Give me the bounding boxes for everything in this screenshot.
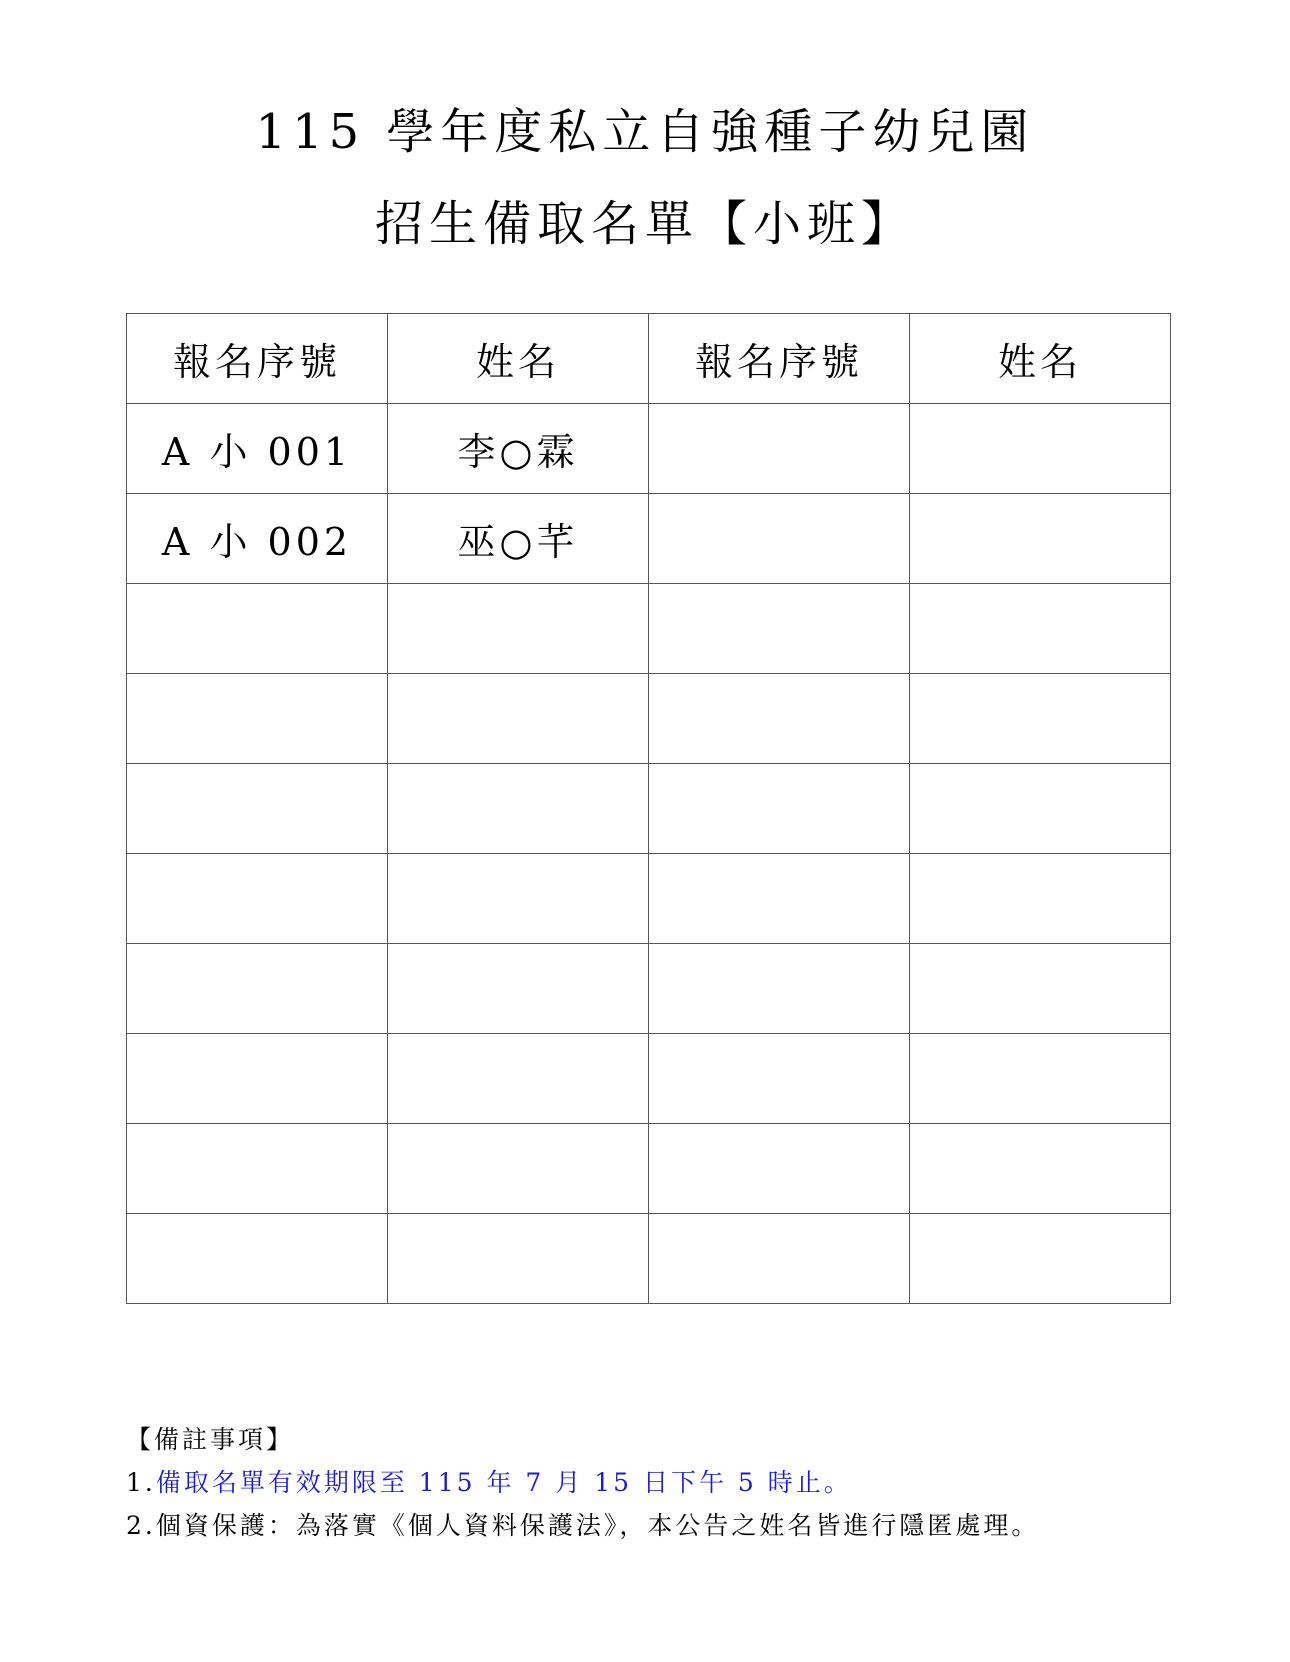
notes-heading: 【備註事項】: [126, 1425, 295, 1454]
table-row: [127, 764, 1171, 854]
header-registration-number: 報名序號: [127, 314, 388, 404]
page-title: 115 學年度私立自強種子幼兒園: [255, 104, 1035, 160]
cell-name: [388, 1034, 649, 1124]
cell-registration-number: [649, 854, 910, 944]
note-item-2: [126, 1504, 1171, 1547]
table-body: [127, 404, 1171, 1304]
cell-name: [388, 764, 649, 854]
cell-registration-number: A 小 001: [127, 404, 388, 494]
note-item-1-text: 備取名單有效期限至 115 年 7 月 15 日下午 5 時止。: [155, 1468, 852, 1497]
cell-registration-number: [649, 494, 910, 584]
cell-name: [388, 944, 649, 1034]
cell-name: [910, 854, 1171, 944]
cell-registration-number: [649, 674, 910, 764]
header-registration-number: 報名序號: [649, 314, 910, 404]
cell-registration-number: [127, 1034, 388, 1124]
cell-registration-number: [649, 1124, 910, 1214]
table-row: [127, 944, 1171, 1034]
cell-name: [910, 404, 1171, 494]
cell-name: [388, 1214, 649, 1304]
table-row: [127, 1214, 1171, 1304]
waitlist-table: [126, 313, 1171, 1304]
cell-registration-number: A 小 002: [127, 494, 388, 584]
cell-name: [910, 1214, 1171, 1304]
cell-registration-number: [127, 674, 388, 764]
note-item-2-text: 個資保護：為落實《個人資料保護法》，本公告之姓名皆進行隱匿處理。: [155, 1511, 1040, 1540]
header-name: 姓名: [910, 314, 1171, 404]
cell-registration-number: [649, 584, 910, 674]
cell-registration-number: [127, 944, 388, 1034]
table-row: [127, 1034, 1171, 1124]
page-subtitle: 招生備取名單【小班】: [374, 196, 915, 252]
table-row: [127, 1124, 1171, 1214]
cell-name: [910, 584, 1171, 674]
cell-name: 巫○芊: [388, 494, 649, 584]
table-row: [127, 584, 1171, 674]
cell-name: [910, 1034, 1171, 1124]
cell-name: [388, 584, 649, 674]
cell-name: [388, 674, 649, 764]
table-header-row: [127, 314, 1171, 404]
cell-registration-number: [649, 764, 910, 854]
notes-section: [126, 1418, 1171, 1547]
cell-name: [910, 674, 1171, 764]
cell-registration-number: [649, 1214, 910, 1304]
cell-name: [388, 854, 649, 944]
note-item-1-number: 1.: [126, 1468, 156, 1497]
cell-registration-number: [649, 404, 910, 494]
table-row: [127, 494, 1171, 584]
header-name: 姓名: [388, 314, 649, 404]
cell-name: 李○霖: [388, 404, 649, 494]
cell-registration-number: [127, 1124, 388, 1214]
cell-name: [388, 1124, 649, 1214]
cell-name: [910, 944, 1171, 1034]
cell-registration-number: [127, 584, 388, 674]
table-row: [127, 404, 1171, 494]
cell-name: [910, 764, 1171, 854]
table-row: [127, 674, 1171, 764]
note-item-2-number: 2.: [126, 1511, 156, 1540]
cell-registration-number: [127, 764, 388, 854]
cell-registration-number: [127, 854, 388, 944]
table-row: [127, 854, 1171, 944]
cell-registration-number: [649, 944, 910, 1034]
note-item-1: [126, 1461, 1171, 1504]
cell-name: [910, 494, 1171, 584]
cell-name: [910, 1124, 1171, 1214]
cell-registration-number: [127, 1214, 388, 1304]
cell-registration-number: [649, 1034, 910, 1124]
